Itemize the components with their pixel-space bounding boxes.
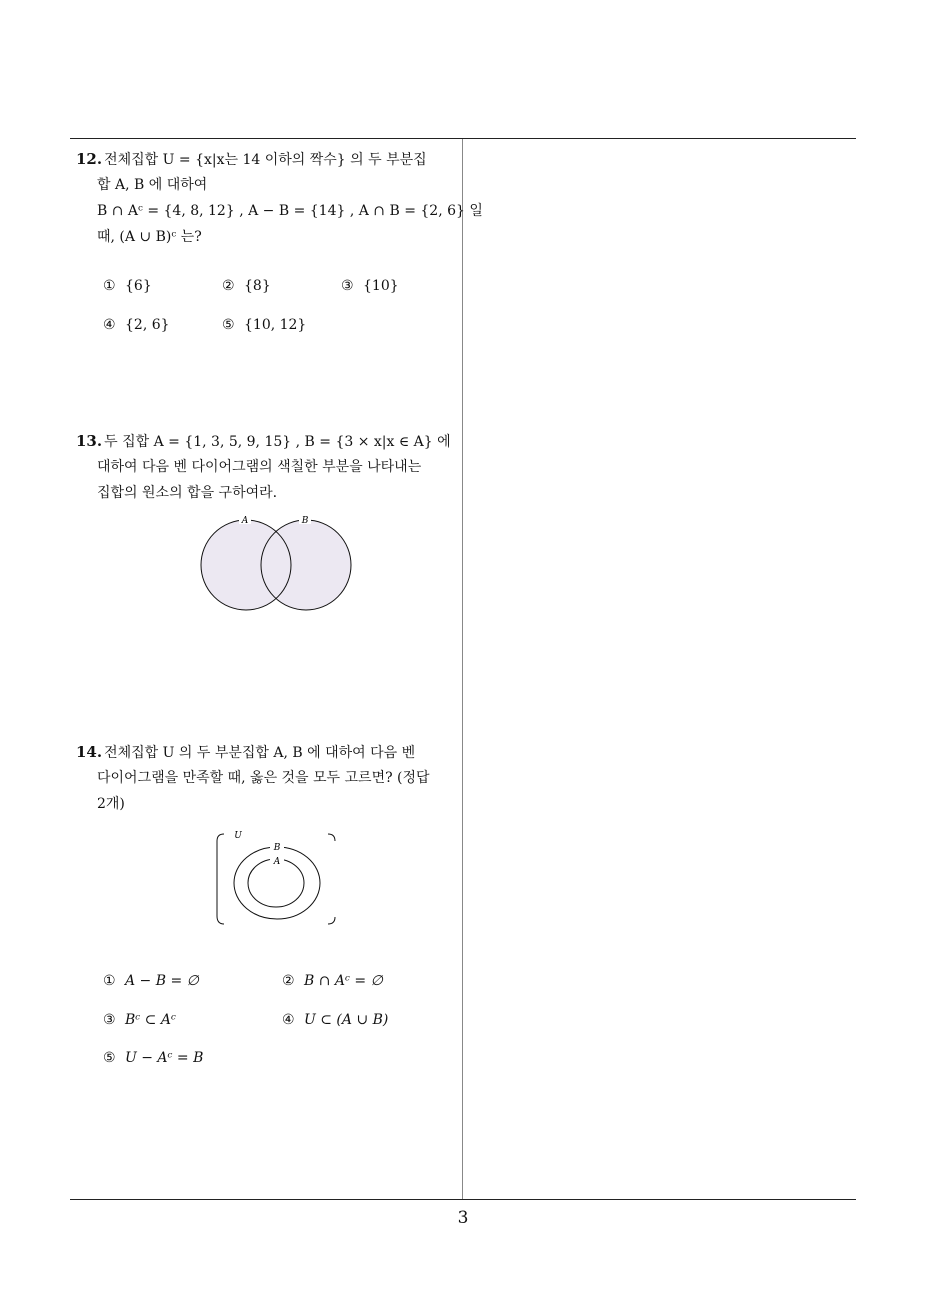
q12-choice-1[interactable]: [103, 278, 152, 294]
q14-choice-3[interactable]: [103, 1012, 176, 1028]
q12-choice-2[interactable]: [222, 278, 271, 294]
choice-number: ③: [341, 278, 354, 294]
choice-text: {10, 12}: [244, 317, 307, 333]
question-13-line-2: 대하여 다음 벤 다이어그램의 색칠한 부분을 나타내는: [97, 459, 422, 475]
label-set-b: B: [301, 516, 309, 526]
label-set-b: B: [273, 843, 281, 853]
q14-choice-5[interactable]: [103, 1050, 203, 1066]
question-13: [76, 428, 456, 506]
question-12: [76, 146, 483, 250]
question-14-line-3: 2개): [97, 796, 125, 812]
label-set-a: A: [273, 857, 281, 867]
choice-number: ⑤: [103, 1050, 116, 1066]
question-12-line-3: B ∩ Aᶜ = {4, 8, 12} , A − B = {14} , A ∩ B = {2, 6} 일: [97, 203, 483, 219]
question-14-line-2: 다이어그램을 만족할 때, 옳은 것을 모두 고르면? (정답: [97, 770, 430, 786]
choice-number: ②: [282, 973, 295, 989]
q12-choice-3[interactable]: [341, 278, 399, 294]
choice-number: ①: [103, 973, 116, 989]
q14-choice-2[interactable]: [282, 973, 383, 989]
q14-choice-4[interactable]: [282, 1012, 388, 1028]
choice-number: ①: [103, 278, 116, 294]
choice-number: ⑤: [222, 317, 235, 333]
question-14-line-1: [76, 739, 456, 765]
choice-text: Bᶜ ⊂ Aᶜ: [125, 1012, 176, 1028]
universe-top-right-corner: [328, 834, 335, 841]
question-12-line-2: 합 A, B 에 대하여: [97, 177, 208, 193]
choice-text: {10}: [363, 278, 399, 294]
choice-number: ③: [103, 1012, 116, 1028]
question-number: 14.: [76, 743, 103, 761]
choice-text: {8}: [244, 278, 271, 294]
label-universe: U: [234, 831, 242, 841]
footer-rule: [70, 1199, 856, 1200]
choice-text: U − Aᶜ = B: [125, 1050, 204, 1066]
question-number: 12.: [76, 150, 103, 168]
choice-number: ④: [282, 1012, 295, 1028]
column-divider: [462, 139, 463, 1199]
page-number: 3: [457, 1208, 469, 1228]
q12-choice-4[interactable]: [103, 317, 170, 333]
label-set-a: A: [241, 516, 249, 526]
choice-text: B ∩ Aᶜ = ∅: [304, 973, 383, 989]
question-12-line-4: 때, (A ∪ B)ᶜ 는?: [97, 229, 202, 245]
choice-number: ④: [103, 317, 116, 333]
universe-bottom-right-corner: [328, 917, 335, 924]
q14-choice-1[interactable]: [103, 973, 199, 989]
q12-choice-5[interactable]: [222, 317, 306, 333]
header-rule: [70, 138, 856, 139]
question-13-line-3: 집합의 원소의 합을 구하여라.: [97, 485, 278, 501]
question-text: 전체집합 U 의 두 부분집합 A, B 에 대하여 다음 벤: [104, 745, 416, 761]
choice-text: A − B = ∅: [125, 973, 199, 989]
question-number: 13.: [76, 432, 103, 450]
question-12-line-1: [76, 146, 456, 172]
venn-diagram-nested-sets: [210, 828, 342, 930]
venn-diagram-two-sets: [195, 510, 360, 616]
question-text: 전체집합 U = {x|x는 14 이하의 짝수} 의 두 부분집: [104, 152, 427, 168]
choice-text: {2, 6}: [125, 317, 170, 333]
choice-text: U ⊂ (A ∪ B): [304, 1012, 389, 1028]
question-14: [76, 739, 456, 817]
question-13-line-1: [76, 428, 456, 454]
choice-text: {6}: [125, 278, 152, 294]
universe-left-bracket: [217, 834, 224, 924]
question-text: 두 집합 A = {1, 3, 5, 9, 15} , B = {3 × x|x ∈ A} 에: [104, 434, 451, 450]
choice-number: ②: [222, 278, 235, 294]
